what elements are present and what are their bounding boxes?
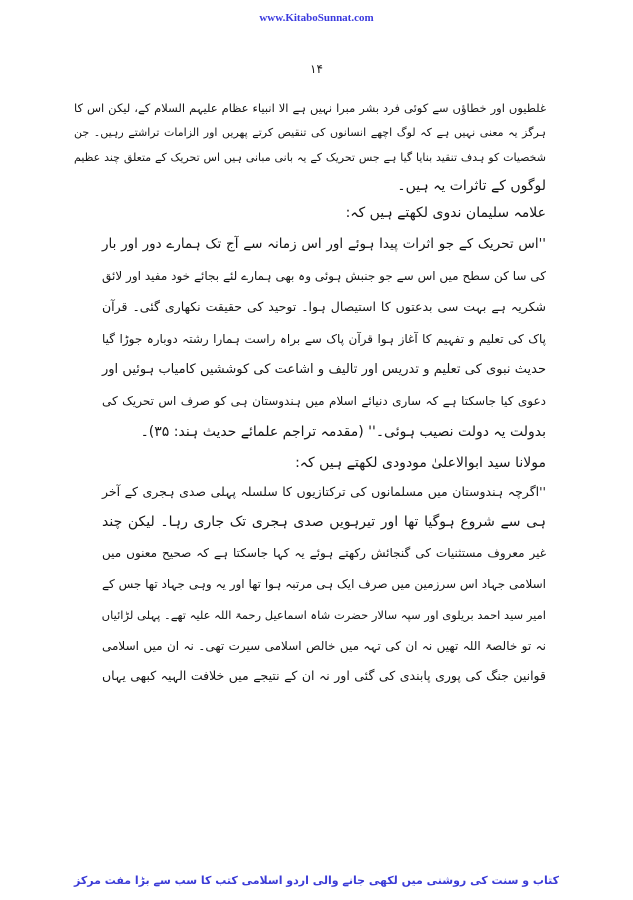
quote-line: ''اس تحریک کے جو اثرات پیدا ہوئے اور اس زمانہ سے آج تک ہمارے دور اور بار	[102, 236, 546, 252]
quote-intro: مولانا سید ابوالاعلیٰ مودودی لکھتے ہیں کہ:	[295, 455, 546, 471]
quote-line: امیر سید احمد بریلوی اور سپہ سالار حضرت شاہ اسماعیل رحمۃ اللہ علیہ تھے۔ پہلی لڑائیاں	[101, 608, 546, 622]
paragraph-line: غلطیوں اور خطاؤں سے کوئی فرد بشر مبرا نہیں ہے الا انبیاء عظام علیہم السلام کے، لیکن اس کا	[74, 101, 546, 115]
page-number: ۱۴	[310, 62, 323, 76]
quote-line: ہی سے شروع ہوگیا تھا اور تیرہویں صدی ہجری تک جاری رہا۔ لیکن چند	[102, 514, 546, 530]
quote-line: غیر معروف مستثنیات کی گنجائش رکھتے ہوئے یہ کہا جاسکتا ہے کہ صحیح معنوں میں	[102, 546, 546, 560]
site-url-header: www.KitaboSunnat.com	[259, 12, 374, 24]
quote-line: کی سا کن سطح میں اس سے جو جنبش ہوئی وہ بھی ہمارے لئے بجائے خود مفید اور لائق	[102, 269, 546, 283]
quote-intro: علامہ سلیمان ندوی لکھتے ہیں کہ:	[345, 205, 546, 221]
quote-line: دعوی کیا جاسکتا ہے کہ ساری دنیائے اسلام میں ہندوستان ہی کو صرف اس تحریک کی	[102, 394, 546, 408]
footer-tagline: کتاب و سنت کی روشنی میں لکھی جانے والی اردو اسلامی کتب کا سب سے بڑا مفت مرکز	[74, 874, 559, 887]
paragraph-line: شخصیات کو ہدف تنقید بنایا گیا ہے جس تحریک کے یہ بانی مبانی ہیں اس تحریک کے متعلق چند عظیم	[74, 151, 546, 164]
quote-line: حدیث نبوی کی تعلیم و تدریس اور تالیف و اشاعت کی کوششیں کامیاب ہوئیں اور	[102, 362, 546, 377]
quote-line: پاک کی تعلیم و تفہیم کا آغاز ہوا قرآن پاک سے براہ راست ہمارا رشتہ دوبارہ جوڑا گیا	[102, 332, 546, 346]
quote-line: نہ تو خالصۃ اللہ تھیں نہ ان کی تہہ میں خالص اسلامی سیرت تھی۔ نہ ان میں اسلامی	[102, 639, 546, 653]
quote-line: اسلامی جہاد اس سرزمین میں صرف ایک ہی مرتبہ ہوا تھا اور یہ وہی جہاد تھا جس کے	[102, 577, 546, 591]
quote-line: ''اگرچہ ہندوستان میں مسلمانوں کی ترکتازیوں کا سلسلہ پہلی صدی ہجری کے آخر	[102, 484, 546, 499]
paragraph-line: لوگوں کے تاثرات یہ ہیں۔	[397, 178, 546, 194]
quote-line: شکریہ ہے بہت سی بدعتوں کا استیصال ہوا۔ توحید کی حقیقت نکھاری گئی۔ قرآن	[102, 299, 546, 314]
quote-line: بدولت یہ دولت نصیب ہوئی۔'' (مقدمہ تراجم علمائے حدیث ہند: ۳۵)۔	[140, 424, 546, 440]
quote-line: قوانین جنگ کی پوری پابندی کی گئی اور نہ ان کے نتیجے میں خلافت الہیہ کبھی یہاں	[102, 668, 546, 683]
paragraph-line: ہرگز یہ معنی نہیں ہے کہ لوگ اچھے انسانوں کی تنقیص کرتے پھریں اور الزامات تراشتے رہیں۔ جن	[74, 126, 546, 139]
